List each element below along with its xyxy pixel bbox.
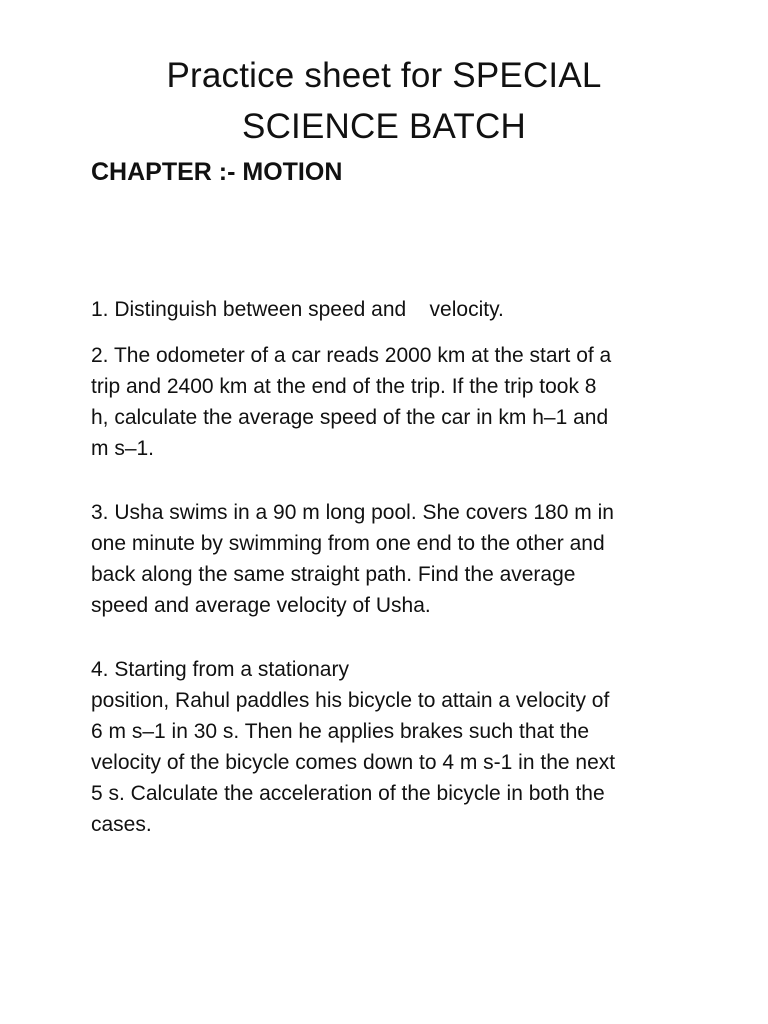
question-1-line: 1. Distinguish between speed and velocity. bbox=[91, 298, 504, 321]
question-4-line: 4. Starting from a stationary bbox=[91, 658, 349, 681]
chapter-heading: CHAPTER :- MOTION bbox=[91, 158, 343, 186]
question-4-line: cases. bbox=[91, 813, 152, 836]
question-3-line: back along the same straight path. Find the average bbox=[91, 563, 576, 586]
question-4 bbox=[91, 654, 691, 840]
question-2 bbox=[91, 340, 691, 464]
question-3-line: 3. Usha swims in a 90 m long pool. She covers 180 m in bbox=[91, 501, 614, 524]
question-2-line: m s–1. bbox=[91, 437, 155, 460]
question-4-line: 6 m s–1 in 30 s. Then he applies brakes such that the bbox=[91, 720, 590, 743]
question-2-line: 2. The odometer of a car reads 2000 km at the start of a bbox=[91, 344, 612, 367]
question-2-line: h, calculate the average speed of the car in km h–1 and bbox=[91, 406, 609, 429]
question-3-line: speed and average velocity of Usha. bbox=[91, 594, 431, 617]
question-3-line: one minute by swimming from one end to the other and bbox=[91, 532, 605, 555]
question-1 bbox=[91, 294, 691, 325]
question-3 bbox=[91, 497, 691, 621]
question-2-line: trip and 2400 km at the end of the trip. If the trip took 8 bbox=[91, 375, 597, 398]
question-4-line: position, Rahul paddles his bicycle to attain a velocity of bbox=[91, 689, 610, 712]
page-title-line-1: Practice sheet for SPECIAL bbox=[166, 56, 602, 95]
page-title-line-2: SCIENCE BATCH bbox=[242, 107, 526, 146]
question-4-line: 5 s. Calculate the acceleration of the bicycle in both the bbox=[91, 782, 605, 805]
question-4-line: velocity of the bicycle comes down to 4 m s-1 in the next bbox=[91, 751, 616, 774]
